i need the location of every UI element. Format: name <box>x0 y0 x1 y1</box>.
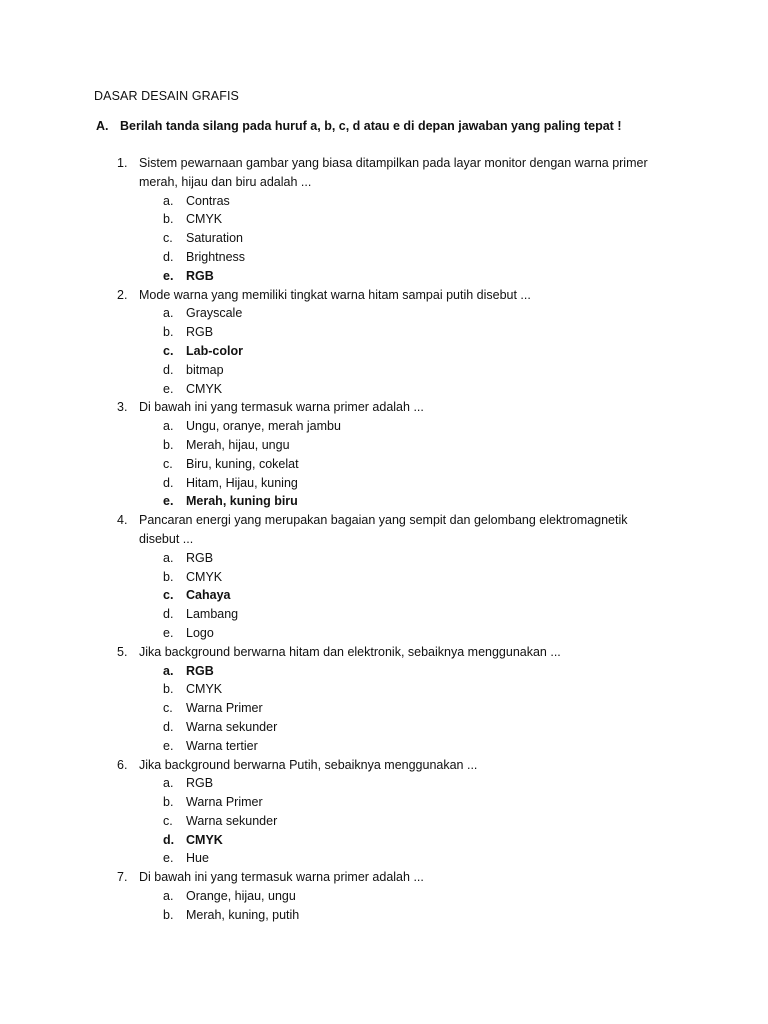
answer-option[interactable] <box>0 586 768 605</box>
answer-option[interactable] <box>0 549 768 568</box>
option-letter: e. <box>163 625 174 640</box>
option-text: Hitam, Hijau, kuning <box>186 475 298 490</box>
question-item <box>0 643 768 756</box>
answer-option[interactable] <box>0 210 768 229</box>
answer-option[interactable] <box>0 436 768 455</box>
question-number: 4. <box>117 513 128 528</box>
question-list <box>0 154 768 925</box>
option-text: Grayscale <box>186 306 243 321</box>
answer-option[interactable] <box>0 849 768 868</box>
question-line <box>0 286 768 305</box>
question-text: Jika background berwarna hitam dan elektronik, sebaiknya menggunakan ... <box>139 644 561 659</box>
option-letter: b. <box>163 795 174 810</box>
question-text: Jika background berwarna Putih, sebaiknya menggunakan ... <box>139 757 478 772</box>
answer-option[interactable] <box>0 323 768 342</box>
option-text: CMYK <box>186 569 223 584</box>
answer-option[interactable] <box>0 906 768 925</box>
question-line <box>0 868 768 887</box>
question-text: merah, hijau dan biru adalah ... <box>139 174 312 189</box>
option-text: Warna Primer <box>186 795 263 810</box>
option-letter: a. <box>163 663 174 678</box>
option-letter: e. <box>163 851 174 866</box>
answer-option[interactable] <box>0 455 768 474</box>
answer-option[interactable] <box>0 304 768 323</box>
option-letter: a. <box>163 306 174 321</box>
option-text: Merah, kuning biru <box>186 494 298 509</box>
question-line <box>0 756 768 775</box>
answer-option[interactable] <box>0 342 768 361</box>
option-text: Biru, kuning, cokelat <box>186 456 299 471</box>
option-text: Warna sekunder <box>186 813 278 828</box>
option-text: Brightness <box>186 249 246 264</box>
answer-option[interactable] <box>0 699 768 718</box>
question-text: Sistem pewarnaan gambar yang biasa ditampilkan pada layar monitor dengan warna primer <box>139 156 648 170</box>
answer-option[interactable] <box>0 831 768 850</box>
answer-option[interactable] <box>0 680 768 699</box>
document-title: DASAR DESAIN GRAFIS <box>94 89 239 103</box>
option-text: RGB <box>186 268 214 283</box>
answer-option[interactable] <box>0 474 768 493</box>
answer-option[interactable] <box>0 812 768 831</box>
answer-option[interactable] <box>0 192 768 211</box>
option-letter: b. <box>163 569 174 584</box>
question-number: 6. <box>117 757 128 772</box>
option-text: RGB <box>186 550 214 565</box>
question-item <box>0 756 768 869</box>
option-text: CMYK <box>186 212 223 227</box>
question-text: Di bawah ini yang termasuk warna primer adalah ... <box>139 870 424 885</box>
answer-option[interactable] <box>0 361 768 380</box>
option-letter: c. <box>163 588 174 603</box>
question-text: Mode warna yang memiliki tingkat warna hitam sampai putih disebut ... <box>139 287 531 302</box>
option-text: CMYK <box>186 832 223 847</box>
option-letter: e. <box>163 268 174 283</box>
answer-option[interactable] <box>0 718 768 737</box>
option-text: Cahaya <box>186 588 231 603</box>
option-letter: d. <box>163 249 174 264</box>
option-letter: b. <box>163 907 174 922</box>
question-item <box>0 868 768 924</box>
option-text: Saturation <box>186 231 243 246</box>
question-line <box>0 643 768 662</box>
option-letter: b. <box>163 437 174 452</box>
option-text: Warna sekunder <box>186 719 278 734</box>
option-text: Logo <box>186 625 214 640</box>
option-letter: a. <box>163 776 174 791</box>
option-text: Warna Primer <box>186 701 263 716</box>
question-line <box>0 154 768 173</box>
question-line <box>0 530 768 549</box>
section-instruction-text: Berilah tanda silang pada huruf a, b, c, d atau e di depan jawaban yang paling tepat ! <box>120 119 622 133</box>
answer-option[interactable] <box>0 267 768 286</box>
option-letter: a. <box>163 889 174 904</box>
question-number: 2. <box>117 287 128 302</box>
option-letter: d. <box>163 475 174 490</box>
answer-option[interactable] <box>0 417 768 436</box>
option-text: bitmap <box>186 362 224 377</box>
question-number: 3. <box>117 400 128 415</box>
option-text: Warna tertier <box>186 738 258 753</box>
answer-option[interactable] <box>0 887 768 906</box>
option-letter: e. <box>163 738 174 753</box>
question-number: 7. <box>117 870 128 885</box>
answer-option[interactable] <box>0 229 768 248</box>
option-letter: c. <box>163 343 174 358</box>
option-letter: c. <box>163 701 173 716</box>
option-text: Ungu, oranye, merah jambu <box>186 419 341 434</box>
option-text: RGB <box>186 663 214 678</box>
option-letter: d. <box>163 362 174 377</box>
answer-option[interactable] <box>0 380 768 399</box>
option-letter: b. <box>163 325 174 340</box>
option-text: Lambang <box>186 607 239 622</box>
option-text: Hue <box>186 851 209 866</box>
option-letter: a. <box>163 193 174 208</box>
option-text: Contras <box>186 193 230 208</box>
question-line <box>0 398 768 417</box>
option-text: RGB <box>186 325 214 340</box>
option-text: Lab-color <box>186 343 243 358</box>
option-text: Merah, hijau, ungu <box>186 437 290 452</box>
option-letter: c. <box>163 813 173 828</box>
option-letter: c. <box>163 456 173 471</box>
question-item <box>0 286 768 399</box>
answer-option[interactable] <box>0 793 768 812</box>
answer-option[interactable] <box>0 605 768 624</box>
answer-option[interactable] <box>0 492 768 511</box>
option-letter: e. <box>163 381 174 396</box>
option-letter: b. <box>163 682 174 697</box>
question-text: Di bawah ini yang termasuk warna primer adalah ... <box>139 400 424 415</box>
question-item <box>0 398 768 511</box>
question-line <box>0 511 768 530</box>
option-text: RGB <box>186 776 214 791</box>
option-letter: d. <box>163 719 174 734</box>
question-number: 1. <box>117 156 128 170</box>
option-letter: d. <box>163 832 175 847</box>
option-text: Merah, kuning, putih <box>186 907 300 922</box>
answer-option[interactable] <box>0 737 768 756</box>
section-label: A. <box>96 119 109 133</box>
option-letter: e. <box>163 494 174 509</box>
option-letter: b. <box>163 212 174 227</box>
answer-option[interactable] <box>0 774 768 793</box>
question-item <box>0 511 768 643</box>
option-letter: a. <box>163 419 174 434</box>
question-text: Pancaran energi yang merupakan bagaian yang sempit dan gelombang elektromagnetik <box>139 513 628 528</box>
answer-option[interactable] <box>0 624 768 643</box>
question-line <box>0 173 768 192</box>
answer-option[interactable] <box>0 248 768 267</box>
option-letter: a. <box>163 550 174 565</box>
question-item <box>0 154 768 286</box>
question-text: disebut ... <box>139 531 194 546</box>
answer-option[interactable] <box>0 568 768 587</box>
question-number: 5. <box>117 644 128 659</box>
option-text: CMYK <box>186 682 223 697</box>
option-text: CMYK <box>186 381 223 396</box>
answer-option[interactable] <box>0 662 768 681</box>
option-letter: d. <box>163 607 174 622</box>
option-letter: c. <box>163 231 173 246</box>
option-text: Orange, hijau, ungu <box>186 889 296 904</box>
